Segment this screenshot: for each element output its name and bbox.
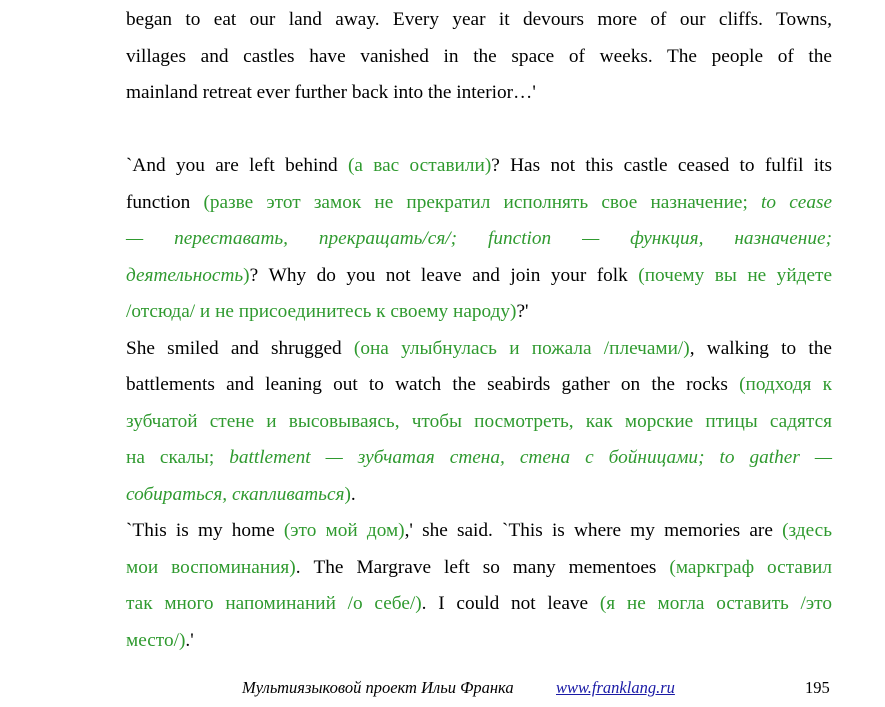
text-line	[126, 2, 832, 39]
text-line	[126, 75, 832, 112]
russian-translation: )	[344, 483, 351, 505]
russian-translation: на скалы;	[126, 447, 230, 468]
russian-translation: (почему вы не уйдете	[638, 264, 832, 286]
russian-translation: /отсюда/ и не присоединитесь к своему народу)	[126, 301, 517, 322]
english-text: ?'	[516, 301, 529, 322]
footer-title: Мультиязыковой проект Ильи Франка	[242, 678, 514, 697]
russian-translation: (а вас оставили)	[347, 155, 492, 176]
english-text: She smiled and shrugged	[126, 337, 354, 359]
text-line	[126, 623, 832, 660]
english-text: .	[350, 483, 356, 505]
russian-translation: )	[243, 264, 250, 286]
russian-translation: (маркграф оставил	[669, 556, 832, 578]
english-text: battlements and leaning out to watch the seabirds gather on the rocks	[126, 374, 740, 395]
text-line	[126, 258, 832, 295]
english-text: `And you are left behind	[126, 155, 348, 176]
text-line	[126, 513, 832, 550]
russian-translation: (здесь	[782, 520, 832, 541]
english-text: function	[126, 191, 204, 213]
russian-translation: зубчатой стене и высовываясь, чтобы посмотреть, как морские птицы садятся	[126, 410, 832, 432]
english-text: ? Has not this castle ceased to fulfil its	[491, 155, 832, 176]
russian-translation: battlement — зубчатая стена, стена с бойницами; to gather —	[229, 447, 833, 468]
footer-link[interactable]: www.franklang.ru	[556, 678, 675, 697]
russian-translation: (подходя к	[739, 374, 832, 395]
text-line	[126, 586, 832, 623]
text-line	[126, 404, 832, 441]
text-line	[126, 550, 832, 587]
english-text: , walking to the	[689, 337, 832, 359]
russian-translation: (я не могла оставить /это	[599, 593, 832, 614]
russian-translation: (она улыбнулась и пожала /плечами/)	[353, 337, 690, 359]
text-line	[126, 331, 832, 368]
russian-translation: место/)	[126, 629, 186, 651]
russian-translation: собираться, скапливаться	[126, 483, 345, 505]
russian-translation: деятельность	[126, 264, 244, 286]
english-text: . The Margrave left so many mementoes	[295, 556, 670, 578]
russian-translation: (это мой дом)	[283, 520, 405, 541]
page-number: 195	[805, 678, 830, 697]
text-line	[126, 221, 832, 258]
text-line	[126, 477, 832, 514]
english-text: mainland retreat ever further back into the interior…'	[126, 82, 536, 103]
english-text: `This is my home	[126, 520, 284, 541]
russian-translation: (разве этот замок не прекратил исполнять свое назначение;	[203, 191, 762, 213]
text-line	[126, 148, 832, 185]
text-line	[126, 367, 832, 404]
page-footer	[0, 678, 885, 702]
text-line	[126, 440, 832, 477]
russian-translation: мои воспоминания)	[126, 556, 296, 578]
english-text: ? Why do you not leave and join your folk	[249, 264, 639, 286]
english-text: villages and castles have vanished in the space of weeks. The people of the	[126, 45, 832, 67]
text-line	[126, 185, 832, 222]
russian-translation: — переставать, прекращать/ся/; function — функция, назначение;	[126, 228, 832, 249]
text-line	[126, 39, 832, 76]
russian-translation: to cease	[761, 191, 833, 213]
english-text: .'	[185, 629, 194, 651]
english-text: ,' she said. `This is where my memories are	[404, 520, 783, 541]
text-line	[126, 294, 832, 331]
english-text: . I could not leave	[421, 593, 600, 614]
english-text: began to eat our land away. Every year it devours more of our cliffs. Towns,	[126, 9, 832, 30]
russian-translation: так много напоминаний /о себе/)	[126, 593, 422, 614]
